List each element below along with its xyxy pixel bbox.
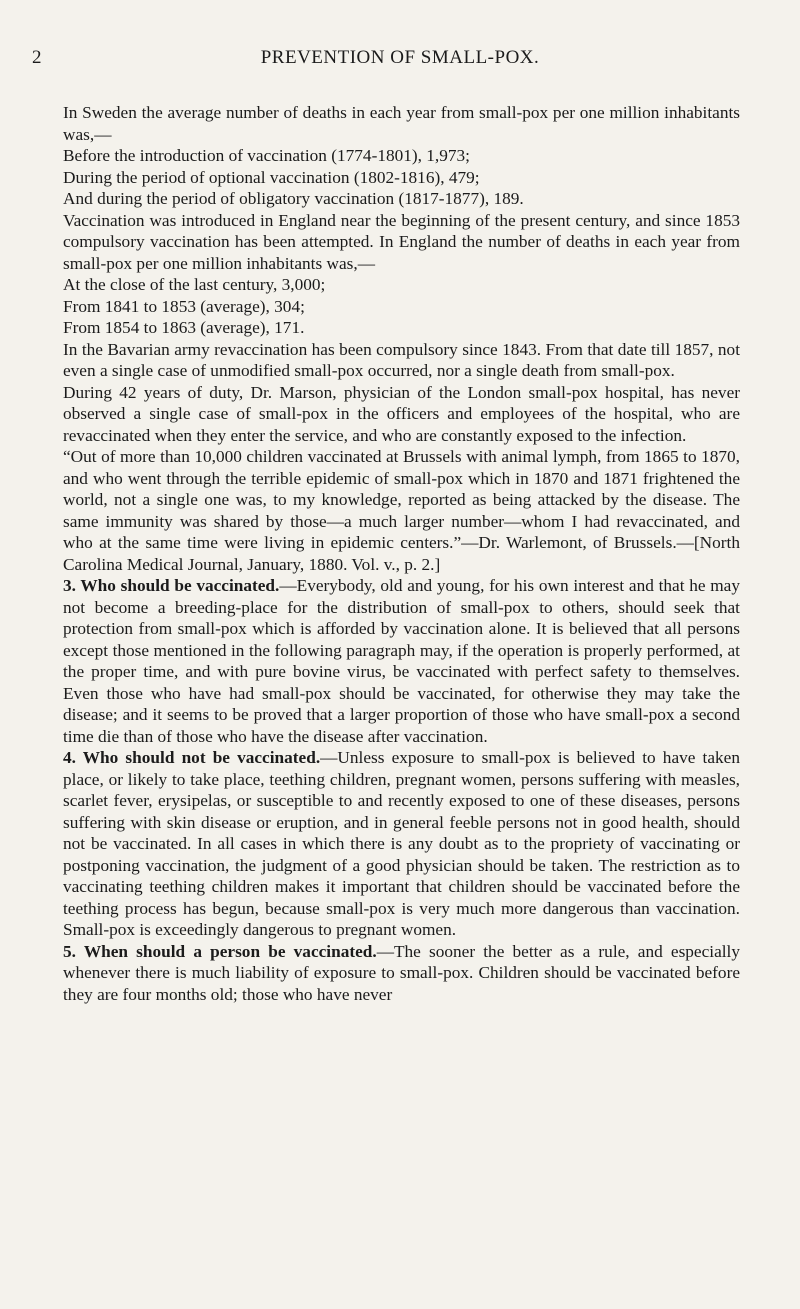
list-item: During the period of optional vaccination (1802-1816), 479;: [63, 167, 480, 187]
paragraph: In the Bavarian army revaccination has been compulsory since 1843. From that date till 1857, not even a single case of unmodified small-pox occurred, nor a single death from small-pox.: [63, 339, 740, 380]
section-text: —Unless exposure to small-pox is believed to have taken place, or likely to take place, teething children, pregnant women, persons suffering with measles, scarlet fever, erysipelas, or susceptible to and recently exposed to one of these diseases, persons suffering with skin disease or eruption, and in general feeble persons not in good health, should not be vaccinated. In all cases in which there is any doubt as to the propriety of vaccinating or postponing vaccination, the judgment of a good physician should be taken. The restriction as to vaccinating teething children makes it important that children should be vaccinated before the teething process has begun, because small-pox is very much more dangerous than vaccination. Small-pox is exceedingly dangerous to pregnant women.: [63, 748, 740, 939]
list-item: And during the period of obligatory vaccination (1817-1877), 189.: [63, 189, 524, 208]
section-when-should-be-vaccinated: [63, 941, 740, 1006]
paragraph: During 42 years of duty, Dr. Marson, physician of the London small-pox hospital, has never observed a single case of small-pox in the officers and employees of the hospital, who are revaccinated when they enter the service, and who are constantly exposed to the infection.: [63, 382, 740, 445]
section-heading: 4. Who should not be vaccinated.: [63, 748, 321, 767]
list-item: From 1854 to 1863 (average), 171.: [63, 318, 305, 337]
paragraph: In Sweden the average number of deaths in each year from small-pox per one million inhabitants was,—: [63, 103, 740, 144]
paragraph: Vaccination was introduced in England near the beginning of the present century, and since 1853 compulsory vaccination has been attempted. In England the number of deaths in each year from small-pox per one million inhabitants was,—: [63, 210, 740, 273]
body-text: [63, 102, 740, 1005]
page-number: 2: [32, 47, 42, 68]
section-who-should-not-be-vaccinated: [63, 747, 740, 941]
section-text: —Everybody, old and young, for his own interest and that he may not become a breeding-place for the distribution of small-pox to others, should seek that protection from small-pox which is afforded by vaccination alone. It is believed that all persons except those mentioned in the following paragraph may, if the operation is properly performed, at the proper time, and with pure bovine virus, be vaccinated with perfect safety to themselves. Even those who have had small-pox should be vaccinated, for otherwise they may take the disease; and it seems to be proved that a larger proportion of those who have small-pox a second time die than of those who have the disease after vaccination.: [63, 576, 740, 746]
running-head: [0, 47, 800, 75]
list-item: Before the introduction of vaccination (1774-1801), 1,973;: [63, 146, 470, 165]
running-title: PREVENTION OF SMALL-POX.: [260, 47, 540, 68]
section-heading: 3. Who should be vaccinated.: [63, 576, 280, 595]
section-heading: 5. When should a person be vaccinated.: [63, 941, 377, 961]
section-who-should-be-vaccinated: [63, 575, 740, 747]
quotation-paragraph: “Out of more than 10,000 children vaccinated at Brussels with animal lymph, from 1865 to 1870, and who went through the terrible epidemic of small-pox which in 1870 and 1871 frightened the world, not a single one was, to my knowledge, reported as being attacked by the disease. The same immunity was shared by those—a much larger number—whom I had revaccinated, and who at the same time were living in epidemic centers.”—Dr. Warlemont, of Brussels.—[North Carolina Medical Journal, January, 1880. Vol. v., p. 2.]: [63, 447, 740, 574]
list-item: At the close of the last century, 3,000;: [63, 275, 326, 294]
section-text: —The sooner the better as a rule, and especially whenever there is much liability of exposure to small-pox. Children should be vaccinated before they are four months old; those who have never: [63, 941, 740, 1004]
list-item: From 1841 to 1853 (average), 304;: [63, 296, 305, 316]
